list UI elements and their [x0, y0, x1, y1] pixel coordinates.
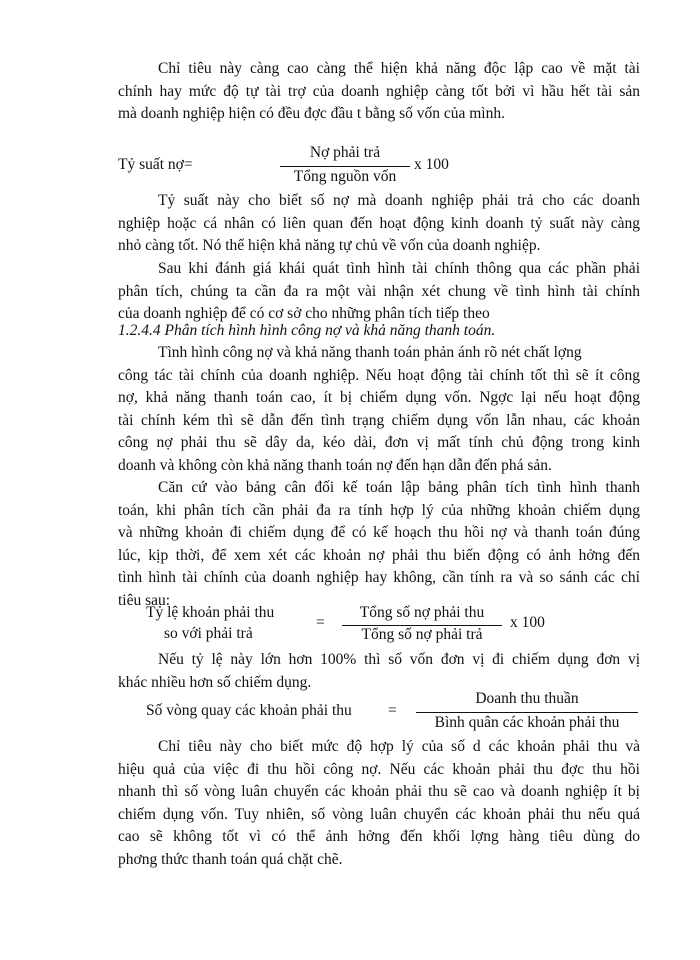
formula-multiplier: x 100 — [414, 156, 449, 173]
formula-numerator: Doanh thu thuần — [475, 690, 579, 707]
formula-denominator: Bình quân các khoản phải thu — [434, 714, 620, 731]
text-line: Căn cứ vào bảng cân đối kế toán lập bảng phân tích tình hình thanh — [158, 479, 640, 496]
text-line: công tác tài chính của doanh nghiệp. Nếu hoạt động tài chính tốt thì sẽ ít công — [118, 366, 640, 384]
text-line: phân tích, chúng ta cần đa ra một vài nhận xét chung về tình hình tài chính — [118, 282, 640, 300]
formula-lhs-line1: Tỷ lệ khoản phải thu — [146, 604, 275, 621]
formula-multiplier: x 100 — [510, 614, 545, 631]
formula-equals: = — [316, 614, 325, 631]
paragraph-equity-ratio — [118, 58, 640, 126]
formula-numerator: Tổng số nợ phải thu — [359, 604, 485, 621]
text-line: toán, khi phân tích cần phải đa ra tính hợp lý của những khoản chiếm dụng — [118, 501, 640, 519]
text-line: Chỉ tiêu này cho biết mức độ hợp lý của số d các khoản phải thu và — [158, 738, 640, 755]
fraction-bar — [280, 166, 410, 167]
formula-equals: = — [388, 702, 397, 719]
text-line: Nếu tỷ lệ này lớn hơn 100% thì số vốn đơn vị đi chiếm dụng đơn vị — [158, 651, 640, 668]
formula-lhs: Số vòng quay các khoản phải thu — [146, 702, 352, 719]
text-line: cao sẽ không tốt vì có thể ảnh hởng đến khối lợng hàng tiêu dùng do — [118, 828, 640, 845]
text-line: Chỉ tiêu này càng cao càng thể hiện khả năng độc lập cao về mặt tài — [158, 60, 640, 77]
text-line: nhỏ càng tốt. Nó thể hiện khả năng tự chủ về vốn của doanh nghiệp. — [118, 237, 541, 254]
formula-lhs: Tỷ suất nợ= — [118, 156, 193, 173]
text-line: lúc, kịp thời, để xem xét các khoản nợ phải thu biến động có ảnh hởng đến — [118, 546, 640, 564]
formula-lhs-line2: so với phải trả — [164, 625, 253, 642]
text-line: nợ, khả năng thanh toán cao, ít bị chiếm dụng vốn. Ngợc lại nếu hoạt động — [118, 389, 640, 406]
text-line: tiêu sau: — [118, 591, 171, 609]
paragraph-debt-ratio-explanation — [118, 190, 640, 258]
paragraph-general-remarks — [118, 258, 640, 326]
text-line: tài chính kém thì sẽ dẫn đến tình trạng chiếm dụng vốn lẫn nhau, các khoản — [118, 411, 640, 429]
text-line: chính hay mức độ tự tài trợ của doanh nghiệp càng tốt bởi vì hầu hết tài sản — [118, 82, 640, 100]
text-line: Tỷ suất này cho biết số nợ mà doanh nghiệp phải trả cho các doanh — [158, 192, 640, 209]
paragraph-turnover-explanation — [118, 736, 640, 871]
formula-numerator: Nợ phải trả — [309, 144, 381, 161]
text-line: chiếm dụng vốn. Tuy nhiên, số vòng luân chuyển các khoản phải thu nếu quá — [118, 805, 640, 823]
text-line: tình hình tài chính của doanh nghiệp hay không, cần tính ra và so sánh các chỉ — [118, 569, 640, 586]
text-line: công nợ phải thu sẽ dây da, kéo dài, đơn vị mất tính chủ động trong kinh — [118, 434, 640, 451]
paragraph-ratio-interpretation — [118, 649, 640, 694]
text-line: doanh và không còn khả năng thanh toán nợ đến hạn dẫn đến phá sản. — [118, 456, 552, 474]
text-line: Tình hình công nợ và khả năng thanh toán phản ánh rõ nét chất lợng — [158, 344, 582, 361]
text-line: của doanh nghiệp để có cơ sở cho những phân tích tiếp theo — [118, 305, 490, 322]
formula-denominator: Tổng nguồn vốn — [293, 168, 397, 185]
formula-denominator: Tổng số nợ phải trả — [361, 626, 483, 643]
text-line: nghiệp hoặc cá nhân có liên quan đến hoạt động kinh doanh tỷ suất này càng — [118, 214, 640, 232]
paragraph-debt-situation — [118, 342, 640, 477]
text-line: hiệu quả của việc đi thu hồi công nợ. Nếu các khoản phải thu đợc thu hồi — [118, 760, 640, 778]
text-line: khác nhiều hơn số chiếm dụng. — [118, 673, 312, 691]
fraction-bar — [416, 712, 638, 713]
text-line: mà doanh nghiệp hiện có đều đợc đầu t bằng số vốn của mình. — [118, 105, 505, 122]
text-line: Sau khi đánh giá khái quát tình hình tài chính thông qua các phần phải — [158, 260, 640, 277]
text-line: nhanh thì số vòng luân chuyển các khoản phải thu sẽ cao và doanh nghiệp ít bị — [118, 783, 640, 800]
paragraph-balance-sheet — [118, 477, 640, 612]
text-line: phơng thức thanh toán quá chặt chẽ. — [118, 850, 343, 868]
section-heading: 1.2.4.4 Phân tích hình hình công nợ và khả năng thanh toán. — [118, 322, 496, 339]
text-line: và những khoản đi chiếm dụng để có kế hoạch thu hồi nợ và thanh toán đúng — [118, 524, 640, 541]
